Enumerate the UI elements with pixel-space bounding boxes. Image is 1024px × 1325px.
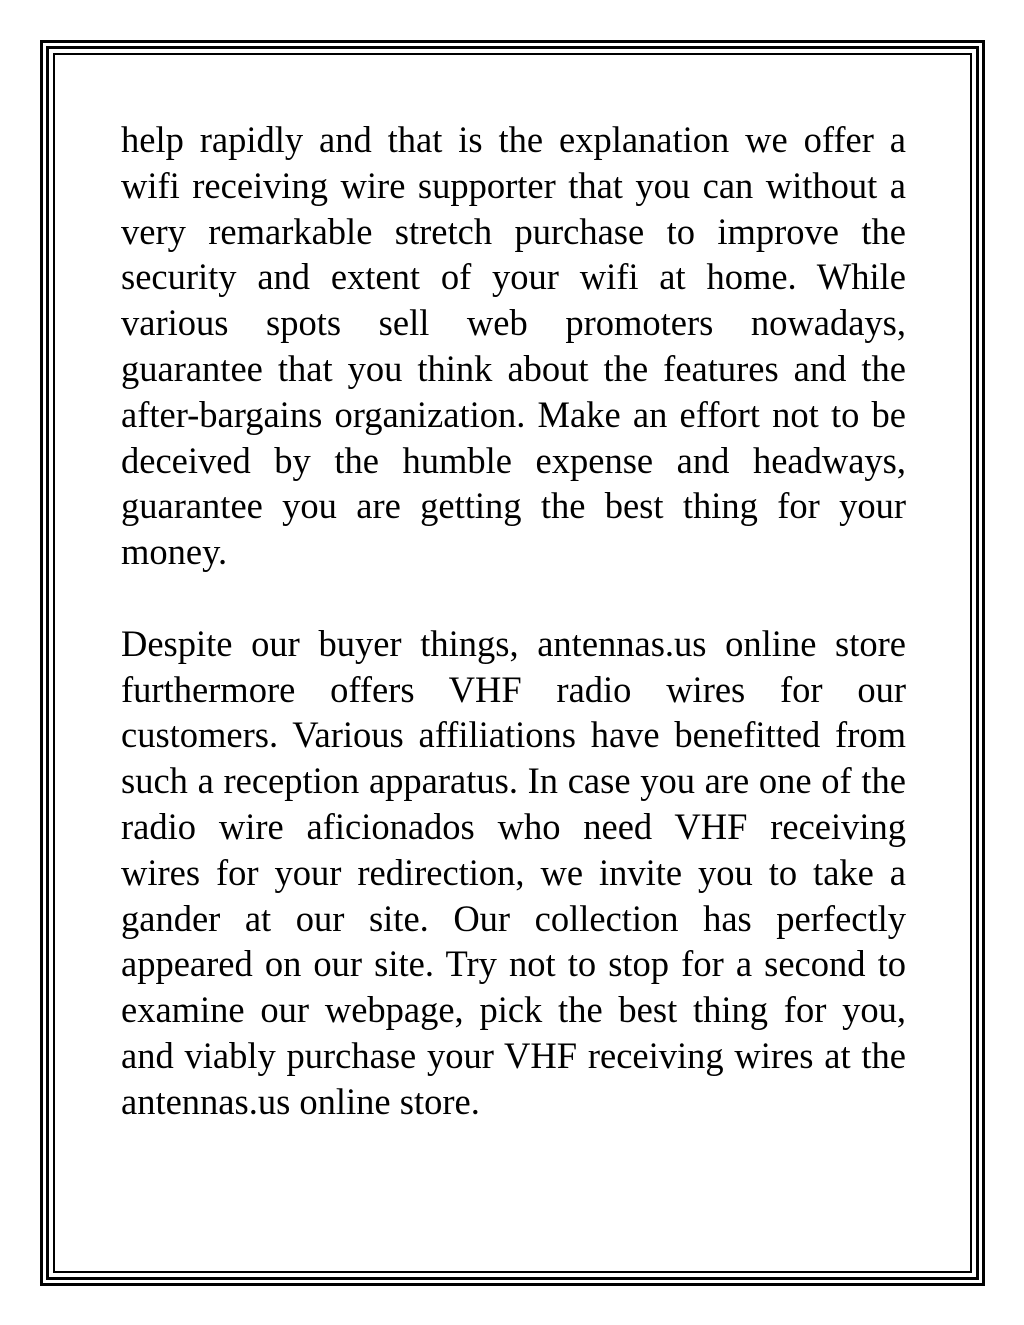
- body-text: [121, 117, 906, 1125]
- paragraph-2: Despite our buyer things, antennas.us online store furthermore offers VHF radio wires for our customers. Various affiliations have benefitted from such a reception apparatus. In case you are one of the radio wire aficionados who need VHF receiving wires for your redirection, we invite you to take a gander at our site. Our collection has perfectly appeared on our site. Try not to stop for a second to examine our webpage, pick the best thing for you, and viably purchase your VHF receiving wires at the antennas.us online store.: [121, 622, 906, 1122]
- paragraph-1: help rapidly and that is the explanation we offer a wifi receiving wire supporter that you can without a very remarkable stretch purchase to improve the security and extent of your wifi at home. While various spots sell web promoters nowadays, guarantee that you think about the features and the after-bargains organization. Make an effort not to be deceived by the humble expense and headways, guarantee you are getting the best thing for your money.: [121, 119, 906, 573]
